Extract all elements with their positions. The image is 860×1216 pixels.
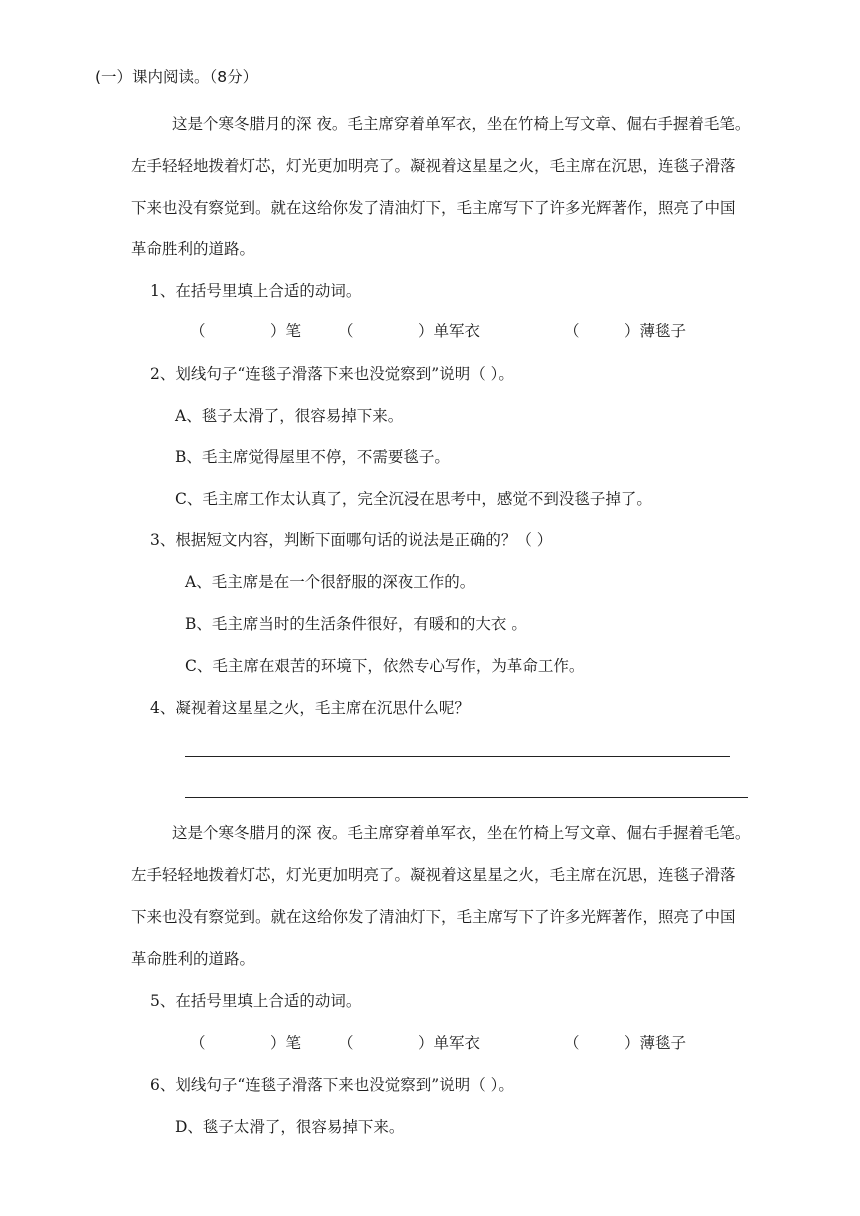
passage-line: 下来也没有察觉到。就在这给你发了清油灯下，毛主席写下了许多光辉著作，照亮了中国 [131,908,736,926]
section-heading: (一）课内阅读。（8分） [95,68,259,86]
answer-line[interactable] [185,756,730,757]
question-3: 3、根据短文内容，判断下面哪句话的说法是正确的？（ ） [150,531,553,549]
option-b: B、毛主席当时的生活条件很好，有暖和的大衣 。 [185,615,527,633]
blank-close-pen: ）笔 [270,322,302,340]
passage-line: 下来也没有察觉到。就在这给你发了清油灯下，毛主席写下了许多光辉著作，照亮了中国 [131,199,736,217]
blank-close-uniform: ）单军衣 [418,322,481,340]
blank-open: （ [190,1034,206,1052]
blank-open: （ [564,322,580,340]
option-c: C、毛主席工作太认真了，完全沉浸在思考中，感觉不到没毯子掉了。 [175,490,652,508]
question-2: 2、划线句子“连毯子滑落下来也没觉察到”说明（ ）。 [150,365,514,383]
question-4: 4、凝视着这星星之火，毛主席在沉思什么呢？ [150,699,470,717]
blank-close-uniform: ）单军衣 [418,1034,481,1052]
question-5: 5、在括号里填上合适的动词。 [150,992,362,1010]
option-b: B、毛主席觉得屋里不停，不需要毯子。 [175,448,450,466]
blank-open: （ [338,322,354,340]
blank-open: （ [338,1034,354,1052]
passage-line: 革命胜利的道路。 [131,240,256,258]
blank-close-blanket: ）薄毯子 [624,322,687,340]
blank-close-pen: ）笔 [270,1034,302,1052]
question-1: 1、在括号里填上合适的动词。 [150,282,362,300]
passage-line: 左手轻轻地拨着灯芯，灯光更加明亮了。凝视着这星星之火，毛主席在沉思，连毯子滑落 [131,157,736,175]
passage-line: 左手轻轻地拨着灯芯，灯光更加明亮了。凝视着这星星之火，毛主席在沉思，连毯子滑落 [131,866,736,884]
option-d: D、毯子太滑了，很容易掉下来。 [175,1118,405,1136]
passage-line: 这是个寒冬腊月的深 夜。毛主席穿着单军衣，坐在竹椅上写文章、倔右手握着毛笔。 [172,115,751,133]
blank-close-blanket: ）薄毯子 [624,1034,687,1052]
option-a: A、毯子太滑了，很容易掉下来。 [175,407,404,425]
passage-line: 这是个寒冬腊月的深 夜。毛主席穿着单军衣，坐在竹椅上写文章、倔右手握着毛笔。 [172,824,751,842]
answer-line[interactable] [185,797,748,798]
blank-open: （ [190,322,206,340]
option-a: A、毛主席是在一个很舒服的深夜工作的。 [185,573,476,591]
blank-open: （ [564,1034,580,1052]
passage-line: 革命胜利的道路。 [131,950,256,968]
option-c: C、毛主席在艰苦的环境下，依然专心写作，为革命工作。 [185,657,585,675]
question-6: 6、划线句子“连毯子滑落下来也没觉察到”说明（ ）。 [150,1076,514,1094]
